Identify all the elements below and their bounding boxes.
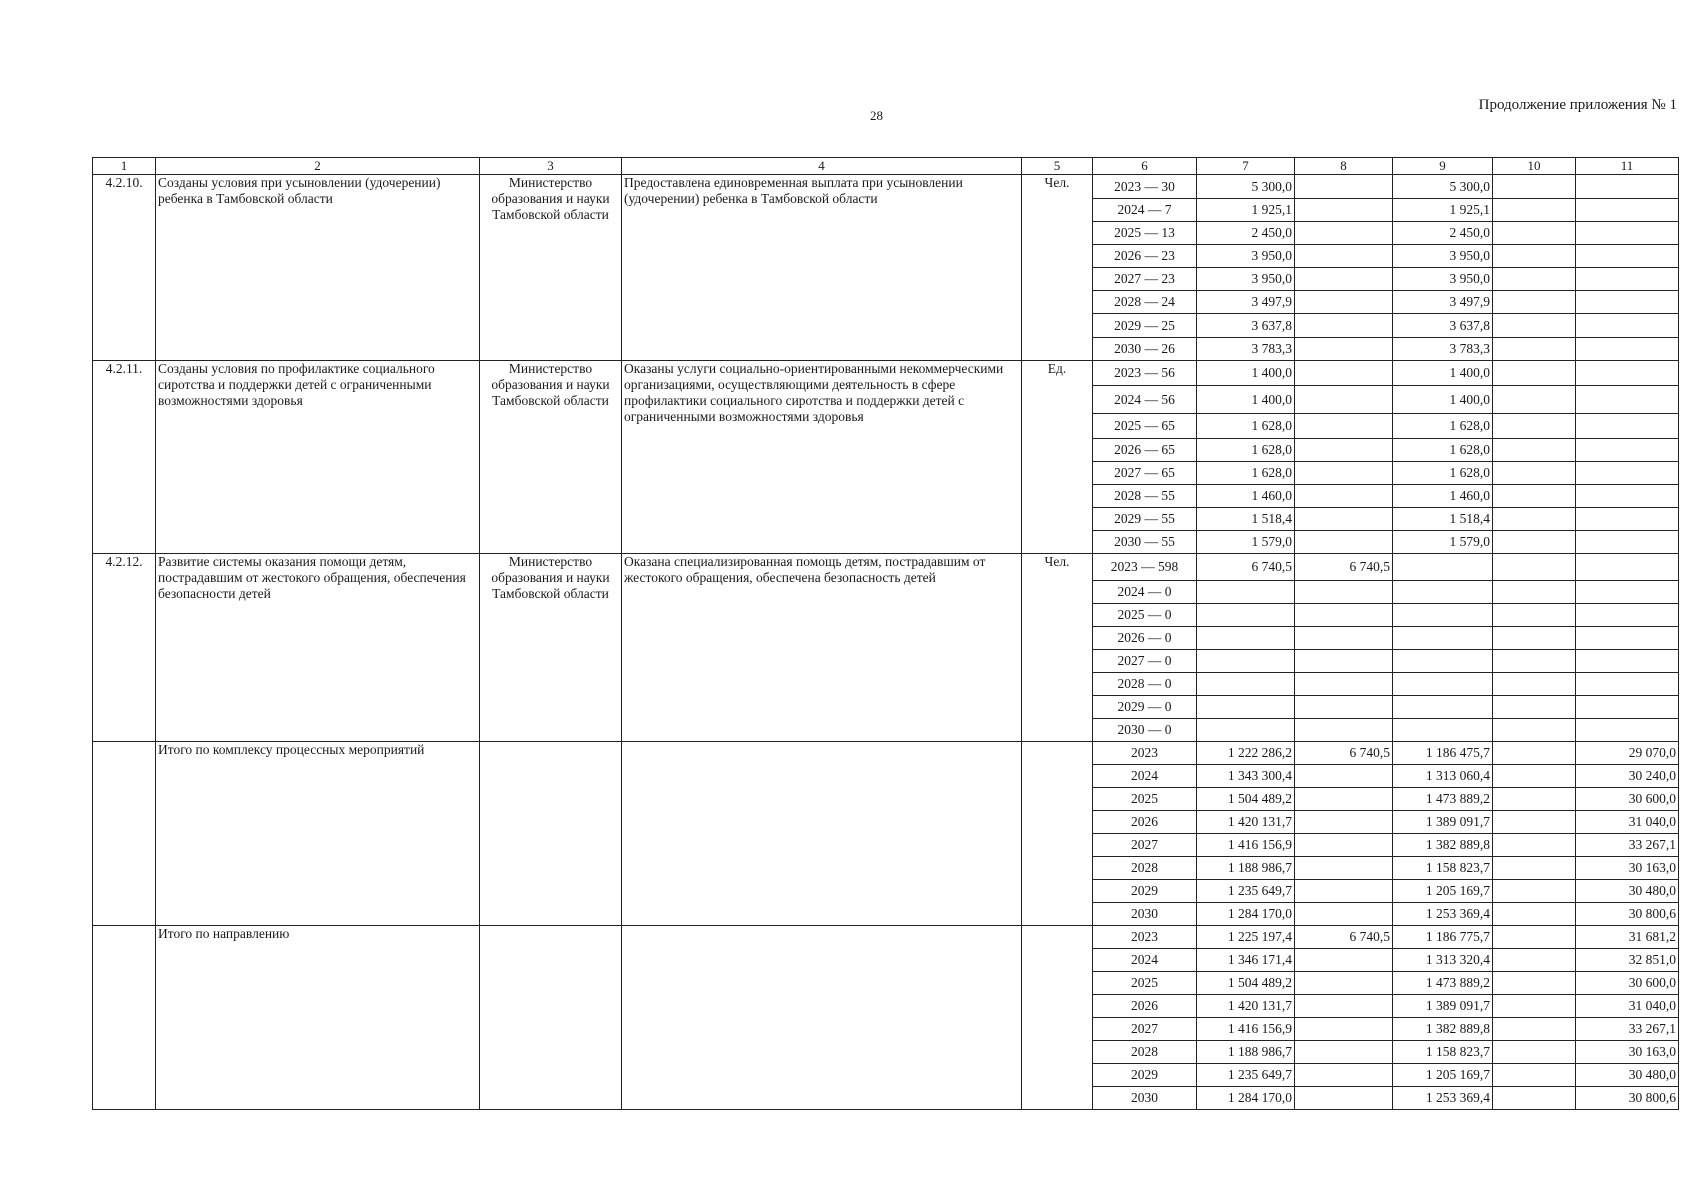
- local-amount: [1493, 742, 1576, 765]
- local-amount: [1493, 1087, 1576, 1110]
- unit: Чел.: [1022, 175, 1093, 361]
- executor: Министерство образования и науки Тамбовской области: [480, 175, 622, 361]
- column-number-row: [93, 158, 1679, 175]
- total-amount: 1 628,0: [1197, 439, 1295, 462]
- year-value: 2025: [1093, 972, 1197, 995]
- column-number: 2: [156, 158, 480, 175]
- column-number: 9: [1393, 158, 1493, 175]
- total-amount: [1197, 650, 1295, 673]
- year-value: 2027 — 23: [1093, 268, 1197, 291]
- page-number: 28: [870, 108, 883, 123]
- extrabudget-amount: 30 163,0: [1576, 857, 1679, 880]
- local-amount: [1493, 995, 1576, 1018]
- column-number: 7: [1197, 158, 1295, 175]
- extrabudget-amount: [1576, 361, 1679, 386]
- regional-amount: [1393, 650, 1493, 673]
- measure-number: 4.2.11.: [93, 361, 156, 554]
- year-value: 2023: [1093, 926, 1197, 949]
- extrabudget-amount: 30 600,0: [1576, 788, 1679, 811]
- federal-amount: [1295, 414, 1393, 439]
- table-row: [93, 361, 1679, 386]
- regional-amount: 1 473 889,2: [1393, 788, 1493, 811]
- regional-amount: [1393, 673, 1493, 696]
- total-amount: 1 346 171,4: [1197, 949, 1295, 972]
- local-amount: [1493, 175, 1576, 199]
- federal-amount: [1295, 1041, 1393, 1064]
- federal-amount: [1295, 338, 1393, 361]
- federal-amount: [1295, 719, 1393, 742]
- total-amount: 1 400,0: [1197, 386, 1295, 414]
- measure-number: [93, 926, 156, 1110]
- federal-amount: [1295, 268, 1393, 291]
- total-amount: 1 188 986,7: [1197, 857, 1295, 880]
- local-amount: [1493, 222, 1576, 245]
- regional-amount: 1 313 320,4: [1393, 949, 1493, 972]
- year-value: 2024 — 7: [1093, 199, 1197, 222]
- unit: Чел.: [1022, 554, 1093, 742]
- year-value: 2029: [1093, 880, 1197, 903]
- regional-amount: [1393, 604, 1493, 627]
- measure-result: [622, 926, 1022, 1110]
- table-row: [93, 554, 1679, 581]
- regional-amount: 1 253 369,4: [1393, 1087, 1493, 1110]
- extrabudget-amount: [1576, 581, 1679, 604]
- federal-amount: [1295, 1087, 1393, 1110]
- year-value: 2024: [1093, 765, 1197, 788]
- total-amount: 1 504 489,2: [1197, 788, 1295, 811]
- table-row: [93, 175, 1679, 199]
- local-amount: [1493, 268, 1576, 291]
- local-amount: [1493, 1064, 1576, 1087]
- regional-amount: 5 300,0: [1393, 175, 1493, 199]
- extrabudget-amount: 30 480,0: [1576, 1064, 1679, 1087]
- regional-amount: 1 400,0: [1393, 361, 1493, 386]
- total-amount: 3 637,8: [1197, 314, 1295, 338]
- unit: [1022, 742, 1093, 926]
- local-amount: [1493, 531, 1576, 554]
- year-value: 2028: [1093, 857, 1197, 880]
- federal-amount: [1295, 857, 1393, 880]
- total-amount: 1 420 131,7: [1197, 811, 1295, 834]
- regional-amount: 1 925,1: [1393, 199, 1493, 222]
- unit: Ед.: [1022, 361, 1093, 554]
- local-amount: [1493, 788, 1576, 811]
- local-amount: [1493, 696, 1576, 719]
- year-value: 2024 — 56: [1093, 386, 1197, 414]
- regional-amount: [1393, 719, 1493, 742]
- extrabudget-amount: 30 163,0: [1576, 1041, 1679, 1064]
- local-amount: [1493, 291, 1576, 314]
- extrabudget-amount: [1576, 222, 1679, 245]
- regional-amount: 1 389 091,7: [1393, 995, 1493, 1018]
- year-value: 2024 — 0: [1093, 581, 1197, 604]
- federal-amount: [1295, 811, 1393, 834]
- regional-amount: 1 400,0: [1393, 386, 1493, 414]
- extrabudget-amount: [1576, 199, 1679, 222]
- year-value: 2026 — 65: [1093, 439, 1197, 462]
- extrabudget-amount: [1576, 291, 1679, 314]
- total-amount: 1 188 986,7: [1197, 1041, 1295, 1064]
- extrabudget-amount: [1576, 627, 1679, 650]
- extrabudget-amount: [1576, 604, 1679, 627]
- year-value: 2025: [1093, 788, 1197, 811]
- year-value: 2028 — 0: [1093, 673, 1197, 696]
- year-value: 2025 — 65: [1093, 414, 1197, 439]
- total-amount: [1197, 696, 1295, 719]
- measure-name: Итого по комплексу процессных мероприятий: [156, 742, 480, 926]
- column-number: 4: [622, 158, 1022, 175]
- local-amount: [1493, 554, 1576, 581]
- year-value: 2030 — 0: [1093, 719, 1197, 742]
- year-value: 2030 — 26: [1093, 338, 1197, 361]
- regional-amount: 1 158 823,7: [1393, 1041, 1493, 1064]
- extrabudget-amount: 30 800,6: [1576, 1087, 1679, 1110]
- regional-amount: 1 460,0: [1393, 485, 1493, 508]
- federal-amount: [1295, 995, 1393, 1018]
- local-amount: [1493, 719, 1576, 742]
- regional-amount: 1 579,0: [1393, 531, 1493, 554]
- regional-amount: [1393, 554, 1493, 581]
- measure-name: Созданы условия по профилактике социального сиротства и поддержки детей с ограниченными возможностями здоровья: [156, 361, 480, 554]
- total-amount: [1197, 673, 1295, 696]
- extrabudget-amount: 29 070,0: [1576, 742, 1679, 765]
- extrabudget-amount: [1576, 338, 1679, 361]
- local-amount: [1493, 485, 1576, 508]
- extrabudget-amount: [1576, 439, 1679, 462]
- regional-amount: 1 518,4: [1393, 508, 1493, 531]
- federal-amount: [1295, 949, 1393, 972]
- extrabudget-amount: [1576, 175, 1679, 199]
- total-amount: [1197, 627, 1295, 650]
- total-amount: 2 450,0: [1197, 222, 1295, 245]
- local-amount: [1493, 857, 1576, 880]
- regional-amount: 1 628,0: [1393, 414, 1493, 439]
- year-value: 2023 — 598: [1093, 554, 1197, 581]
- extrabudget-amount: [1576, 485, 1679, 508]
- extrabudget-amount: [1576, 531, 1679, 554]
- regional-amount: [1393, 696, 1493, 719]
- local-amount: [1493, 245, 1576, 268]
- federal-amount: [1295, 834, 1393, 857]
- year-value: 2026: [1093, 811, 1197, 834]
- year-value: 2028 — 55: [1093, 485, 1197, 508]
- total-amount: 1 222 286,2: [1197, 742, 1295, 765]
- local-amount: [1493, 949, 1576, 972]
- total-amount: 1 284 170,0: [1197, 903, 1295, 926]
- regional-amount: 1 382 889,8: [1393, 1018, 1493, 1041]
- measure-number: 4.2.12.: [93, 554, 156, 742]
- federal-amount: [1295, 903, 1393, 926]
- year-value: 2023: [1093, 742, 1197, 765]
- federal-amount: [1295, 199, 1393, 222]
- regional-amount: 1 473 889,2: [1393, 972, 1493, 995]
- federal-amount: [1295, 508, 1393, 531]
- local-amount: [1493, 439, 1576, 462]
- federal-amount: [1295, 765, 1393, 788]
- local-amount: [1493, 903, 1576, 926]
- total-amount: 3 497,9: [1197, 291, 1295, 314]
- total-amount: 1 420 131,7: [1197, 995, 1295, 1018]
- total-amount: 3 950,0: [1197, 268, 1295, 291]
- federal-amount: 6 740,5: [1295, 742, 1393, 765]
- regional-amount: 1 205 169,7: [1393, 1064, 1493, 1087]
- year-value: 2025 — 13: [1093, 222, 1197, 245]
- federal-amount: [1295, 581, 1393, 604]
- federal-amount: [1295, 245, 1393, 268]
- local-amount: [1493, 1041, 1576, 1064]
- local-amount: [1493, 414, 1576, 439]
- year-value: 2029 — 0: [1093, 696, 1197, 719]
- year-value: 2027 — 65: [1093, 462, 1197, 485]
- regional-amount: 1 253 369,4: [1393, 903, 1493, 926]
- regional-amount: 3 783,3: [1393, 338, 1493, 361]
- local-amount: [1493, 650, 1576, 673]
- year-value: 2028: [1093, 1041, 1197, 1064]
- table-row: [93, 742, 1679, 765]
- table-body: [93, 175, 1679, 1110]
- extrabudget-amount: 30 800,6: [1576, 903, 1679, 926]
- year-value: 2023 — 56: [1093, 361, 1197, 386]
- total-amount: 1 460,0: [1197, 485, 1295, 508]
- total-amount: 1 925,1: [1197, 199, 1295, 222]
- local-amount: [1493, 604, 1576, 627]
- year-value: 2024: [1093, 949, 1197, 972]
- regional-amount: 1 158 823,7: [1393, 857, 1493, 880]
- federal-amount: [1295, 788, 1393, 811]
- total-amount: 6 740,5: [1197, 554, 1295, 581]
- regional-amount: 1 205 169,7: [1393, 880, 1493, 903]
- year-value: 2026 — 0: [1093, 627, 1197, 650]
- local-amount: [1493, 880, 1576, 903]
- federal-amount: [1295, 650, 1393, 673]
- regional-amount: 1 628,0: [1393, 439, 1493, 462]
- extrabudget-amount: 31 040,0: [1576, 995, 1679, 1018]
- column-number: 11: [1576, 158, 1679, 175]
- extrabudget-amount: 33 267,1: [1576, 834, 1679, 857]
- local-amount: [1493, 972, 1576, 995]
- extrabudget-amount: [1576, 245, 1679, 268]
- measure-result: Оказана специализированная помощь детям, пострадавшим от жестокого обращения, обеспечена безопасность детей: [622, 554, 1022, 742]
- federal-amount: [1295, 1064, 1393, 1087]
- year-value: 2030 — 55: [1093, 531, 1197, 554]
- federal-amount: [1295, 439, 1393, 462]
- extrabudget-amount: [1576, 554, 1679, 581]
- extrabudget-amount: [1576, 314, 1679, 338]
- regional-amount: 1 313 060,4: [1393, 765, 1493, 788]
- year-value: 2030: [1093, 903, 1197, 926]
- local-amount: [1493, 926, 1576, 949]
- regional-amount: 3 637,8: [1393, 314, 1493, 338]
- federal-amount: [1295, 627, 1393, 650]
- table-row: [93, 926, 1679, 949]
- total-amount: 1 579,0: [1197, 531, 1295, 554]
- extrabudget-amount: [1576, 673, 1679, 696]
- local-amount: [1493, 673, 1576, 696]
- total-amount: [1197, 604, 1295, 627]
- total-amount: 1 235 649,7: [1197, 880, 1295, 903]
- federal-amount: [1295, 673, 1393, 696]
- extrabudget-amount: [1576, 650, 1679, 673]
- column-number: 8: [1295, 158, 1393, 175]
- year-value: 2026 — 23: [1093, 245, 1197, 268]
- measure-number: 4.2.10.: [93, 175, 156, 361]
- federal-amount: [1295, 314, 1393, 338]
- total-amount: 1 416 156,9: [1197, 1018, 1295, 1041]
- year-value: 2027: [1093, 834, 1197, 857]
- year-value: 2029: [1093, 1064, 1197, 1087]
- year-value: 2028 — 24: [1093, 291, 1197, 314]
- local-amount: [1493, 386, 1576, 414]
- local-amount: [1493, 338, 1576, 361]
- local-amount: [1493, 811, 1576, 834]
- extrabudget-amount: [1576, 386, 1679, 414]
- local-amount: [1493, 834, 1576, 857]
- federal-amount: 6 740,5: [1295, 926, 1393, 949]
- extrabudget-amount: 32 851,0: [1576, 949, 1679, 972]
- total-amount: [1197, 719, 1295, 742]
- federal-amount: [1295, 485, 1393, 508]
- year-value: 2027 — 0: [1093, 650, 1197, 673]
- extrabudget-amount: [1576, 268, 1679, 291]
- extrabudget-amount: [1576, 414, 1679, 439]
- regional-amount: 3 497,9: [1393, 291, 1493, 314]
- total-amount: 3 950,0: [1197, 245, 1295, 268]
- regional-amount: 1 382 889,8: [1393, 834, 1493, 857]
- total-amount: 1 343 300,4: [1197, 765, 1295, 788]
- column-number: 5: [1022, 158, 1093, 175]
- measure-name: Созданы условия при усыновлении (удочерении) ребенка в Тамбовской области: [156, 175, 480, 361]
- total-amount: 1 416 156,9: [1197, 834, 1295, 857]
- extrabudget-amount: 31 040,0: [1576, 811, 1679, 834]
- extrabudget-amount: [1576, 508, 1679, 531]
- total-amount: 1 504 489,2: [1197, 972, 1295, 995]
- total-amount: 1 400,0: [1197, 361, 1295, 386]
- local-amount: [1493, 508, 1576, 531]
- federal-amount: [1295, 222, 1393, 245]
- regional-amount: 3 950,0: [1393, 245, 1493, 268]
- federal-amount: [1295, 361, 1393, 386]
- year-value: 2026: [1093, 995, 1197, 1018]
- federal-amount: [1295, 386, 1393, 414]
- year-value: 2027: [1093, 1018, 1197, 1041]
- regional-amount: 1 389 091,7: [1393, 811, 1493, 834]
- extrabudget-amount: 33 267,1: [1576, 1018, 1679, 1041]
- regional-amount: 1 186 475,7: [1393, 742, 1493, 765]
- local-amount: [1493, 765, 1576, 788]
- measures-table: [92, 157, 1679, 1110]
- total-amount: [1197, 581, 1295, 604]
- measure-result: Оказаны услуги социально-ориентированными некоммерческими организациями, осуществляющими деятельность в сфере профилактики социального сиротства и поддержки детей с ограниченными возможностями здоровья: [622, 361, 1022, 554]
- executor: Министерство образования и науки Тамбовской области: [480, 554, 622, 742]
- regional-amount: 1 628,0: [1393, 462, 1493, 485]
- regional-amount: [1393, 581, 1493, 604]
- executor: [480, 926, 622, 1110]
- federal-amount: [1295, 175, 1393, 199]
- total-amount: 1 225 197,4: [1197, 926, 1295, 949]
- federal-amount: [1295, 462, 1393, 485]
- year-value: 2029 — 55: [1093, 508, 1197, 531]
- federal-amount: [1295, 291, 1393, 314]
- total-amount: 5 300,0: [1197, 175, 1295, 199]
- extrabudget-amount: 30 600,0: [1576, 972, 1679, 995]
- executor: [480, 742, 622, 926]
- local-amount: [1493, 581, 1576, 604]
- extrabudget-amount: [1576, 462, 1679, 485]
- column-number: 1: [93, 158, 156, 175]
- measure-name: Итого по направлению: [156, 926, 480, 1110]
- total-amount: 1 628,0: [1197, 462, 1295, 485]
- measure-result: Предоставлена единовременная выплата при усыновлении (удочерении) ребенка в Тамбовской области: [622, 175, 1022, 361]
- unit: [1022, 926, 1093, 1110]
- regional-amount: 1 186 775,7: [1393, 926, 1493, 949]
- local-amount: [1493, 627, 1576, 650]
- extrabudget-amount: [1576, 696, 1679, 719]
- year-value: 2030: [1093, 1087, 1197, 1110]
- appendix-continuation-note: Продолжение приложения № 1: [1478, 97, 1677, 113]
- measure-result: [622, 742, 1022, 926]
- year-value: 2023 — 30: [1093, 175, 1197, 199]
- executor: Министерство образования и науки Тамбовской области: [480, 361, 622, 554]
- regional-amount: 2 450,0: [1393, 222, 1493, 245]
- federal-amount: [1295, 696, 1393, 719]
- total-amount: 1 235 649,7: [1197, 1064, 1295, 1087]
- measure-number: [93, 742, 156, 926]
- federal-amount: [1295, 531, 1393, 554]
- local-amount: [1493, 361, 1576, 386]
- year-value: 2025 — 0: [1093, 604, 1197, 627]
- federal-amount: [1295, 972, 1393, 995]
- extrabudget-amount: 30 480,0: [1576, 880, 1679, 903]
- local-amount: [1493, 1018, 1576, 1041]
- extrabudget-amount: 31 681,2: [1576, 926, 1679, 949]
- total-amount: 1 284 170,0: [1197, 1087, 1295, 1110]
- federal-amount: 6 740,5: [1295, 554, 1393, 581]
- total-amount: 1 628,0: [1197, 414, 1295, 439]
- regional-amount: [1393, 627, 1493, 650]
- federal-amount: [1295, 880, 1393, 903]
- regional-amount: 3 950,0: [1393, 268, 1493, 291]
- column-number: 10: [1493, 158, 1576, 175]
- local-amount: [1493, 199, 1576, 222]
- extrabudget-amount: 30 240,0: [1576, 765, 1679, 788]
- total-amount: 3 783,3: [1197, 338, 1295, 361]
- extrabudget-amount: [1576, 719, 1679, 742]
- federal-amount: [1295, 604, 1393, 627]
- federal-amount: [1295, 1018, 1393, 1041]
- measure-name: Развитие системы оказания помощи детям, пострадавшим от жестокого обращения, обеспечения безопасности детей: [156, 554, 480, 742]
- column-number: 3: [480, 158, 622, 175]
- local-amount: [1493, 314, 1576, 338]
- local-amount: [1493, 462, 1576, 485]
- total-amount: 1 518,4: [1197, 508, 1295, 531]
- year-value: 2029 — 25: [1093, 314, 1197, 338]
- column-number: 6: [1093, 158, 1197, 175]
